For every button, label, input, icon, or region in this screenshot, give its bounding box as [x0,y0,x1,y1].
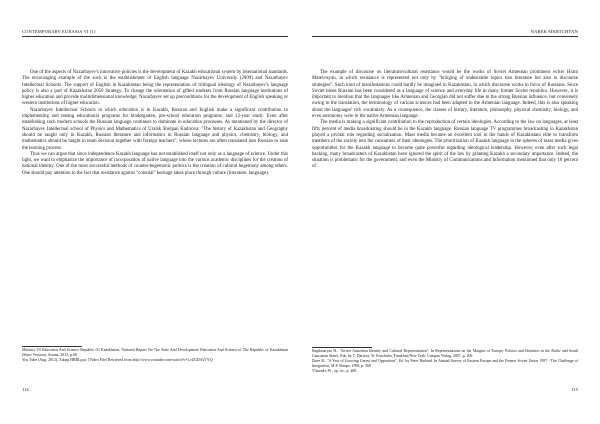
paragraph: One of the aspects of Nazarbayev's innovative policies is the development of Kazakh educational system by international standards. The encouraging example of the such is the establishment of English language Nazarbayev University (2009) and Nazarbayev Intellectual Schools. The support of English in Kazakhstan being the representation of trilingual ideology of Nazarbayev's language policy is also a part of Kazakhstan 2050 Strategy. To change the orientation of gifted students from Russian language institutions of higher education and provide multidimensional knowledge, Nazarbayev set up preconditions for the development of English speaking or western institutions of higher education. [22,70,288,107]
body-text [22,70,288,177]
right-page [300,0,600,424]
footnote: You Tube (Aug. 2012), Xabap HRBLpya, [Video File] Retrieved from http://www.youtube.com/watch?v=LvZGDAsVYQ [22,358,213,362]
page-number: 114 [22,387,29,392]
footnote: Bagdasaryan H., "Soviet Armenian Identity and Cultural Representation", In Representations on the Margins of Europe: Politics and Identities in the Baltic and South Caucasian States. Eds. by T. Darieva, W. Kaschuba, Frankfurt/New York: Campus Verlag, 2007, p. 206 [312,349,578,358]
header-rule [22,36,288,37]
page-number: 115 [571,387,578,392]
footnotes [22,348,288,363]
footnote: Ministry Of Education And Science Republic Of Kazakhstan, National Report On The State And Development Education And Science of The Republic of Kazakhstan (Short Version), Astana, 2013, p.68 [22,348,288,357]
paragraph: The example of discourse on literature/cultural resistance would be the works of Soviet Armenian prominent writer Hrant Matevosyan, in which resistance is represented not only by "bringing of undesirable topics into literature but also in discourse strategies". Such kind of manifestations could hardly be imagined in Kazakhstan, in which discourse works in favor of Russians. Since Soviet times Russian has been considered as a language of science and everyday life in many former Soviet republics. However, it is important to mention that the languages like Armenian and Georgian did not suffer due to the strong Russian influence, but conversely owing to the translation, the terminology of various sciences had been adapted to the Armenian language. Indeed, this is also speaking about the languages' rich vocabulary. As a consequence, the classes of history, literature, philosophy, physical chemistry, biology, and even astronomy were in the native Armenian language. [312,70,578,120]
paragraph: The media is making a significant contribution to the reproduction of certain ideologies. According to the law on languages, at least fifty percent of media broadcasting should be in the Kazakh language. Russian language TV programmes broadcasting in Kazakhstan played a pivotal role regarding socialization. Mass media became an excellent tool in the hands of Kazakhstani elite to transform members of the society into the consumers of their ideologies. The prioritization of Kazakh language in the spheres of mass media gives opportunities for the Kazakh language to become quite powerful regarding ideological leadership. However, even after such legal backing, many broadcasters of Kazakhstan have ignored the spirit of the law by granting Kazakh a secondary importance. Indeed, the situation is problematic for the government, and even the Ministry of Communications and Information mentioned that only 10 percent of [312,120,578,170]
header-rule [312,36,578,37]
footnote-rule [312,347,372,348]
paragraph: Thus we can argue that since independence Kazakh language has not established itself not only as a language of science. Under this light, we want to emphasize the importance of incorporation of native language into the various academic disciplines for the creation of national identity. One of the most successful methods of counter-hegemonic politics is the creation of cultural hegemony among others. One should pay attention to the fact that resistance against "colonial" heritage takes place through culture (literature, language). [22,151,288,176]
footnote: Vlasenko W., op. cit., p. 408. [312,369,358,373]
footnote-rule [22,346,82,347]
body-text [312,70,578,171]
paragraph: Nazarbayev Intellectual Schools in which education is in Kazakh, Russian and English make a significant contribution to implementing and testing educational programs for kindergarten, pre-school education programs, and 12-year study. Even after establishing such modern schools the Russian language continues to dominate in education processes. As mentioned by the director of Nazarbayev Intellectual school of Physics and Mathematics of Uralsk Sholpan Kadirova: "The history of Kazakhstan and Geography should be taught only in Kazakh, Russian literature and informatics in Russian language and physics, chemistry, biology, and mathematics should be taught in team decision together with foreign teachers", whose lectures are often translated into Russian to ease the learning process. [22,107,288,151]
running-head: CONTEMPORARY EURASIA VI (1) [22,29,96,34]
footnote: Dave B., "A Year of Growing Unrest and Opposition", Ed. by Peter Rutland. In Annual Survey of Eastern Europe and the Former Soviet Union 1997 - The Challenge of Integration, M.E Sharpe, 1998, p. 369 [312,359,578,368]
running-head: NAREK MKRTCHYAN [530,29,578,34]
footnotes [312,349,578,374]
